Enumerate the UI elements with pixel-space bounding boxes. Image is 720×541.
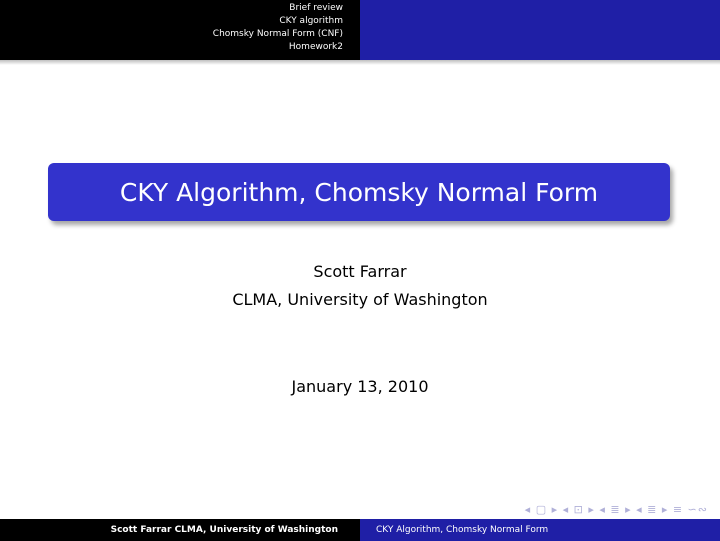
headline-right-bar — [360, 0, 720, 60]
slide-title: CKY Algorithm, Chomsky Normal Form — [119, 177, 599, 207]
slide-date: January 13, 2010 — [291, 377, 429, 396]
beamer-navigation-icons[interactable]: ◂ ▢ ▸ ◂ ⊡ ▸ ◂ ≣ ▸ ◂ ≣ ▸ ≡ ∽∾ — [524, 503, 708, 516]
footline — [0, 519, 720, 541]
headline-shadow — [0, 60, 720, 65]
author-institute: CLMA, University of Washington — [232, 290, 488, 309]
nav-section-brief-review[interactable]: Brief review — [289, 3, 343, 13]
nav-section-homework2[interactable]: Homework2 — [288, 42, 343, 52]
footer-author: Scott Farrar CLMA, University of Washington — [0, 519, 360, 541]
author-name: Scott Farrar — [313, 262, 407, 281]
title-box — [48, 163, 670, 221]
nav-section-cnf[interactable]: Chomsky Normal Form (CNF) — [212, 29, 343, 39]
nav-section-cky-algorithm[interactable]: CKY algorithm — [279, 16, 343, 26]
footer-title: CKY Algorithm, Chomsky Normal Form — [360, 519, 720, 541]
